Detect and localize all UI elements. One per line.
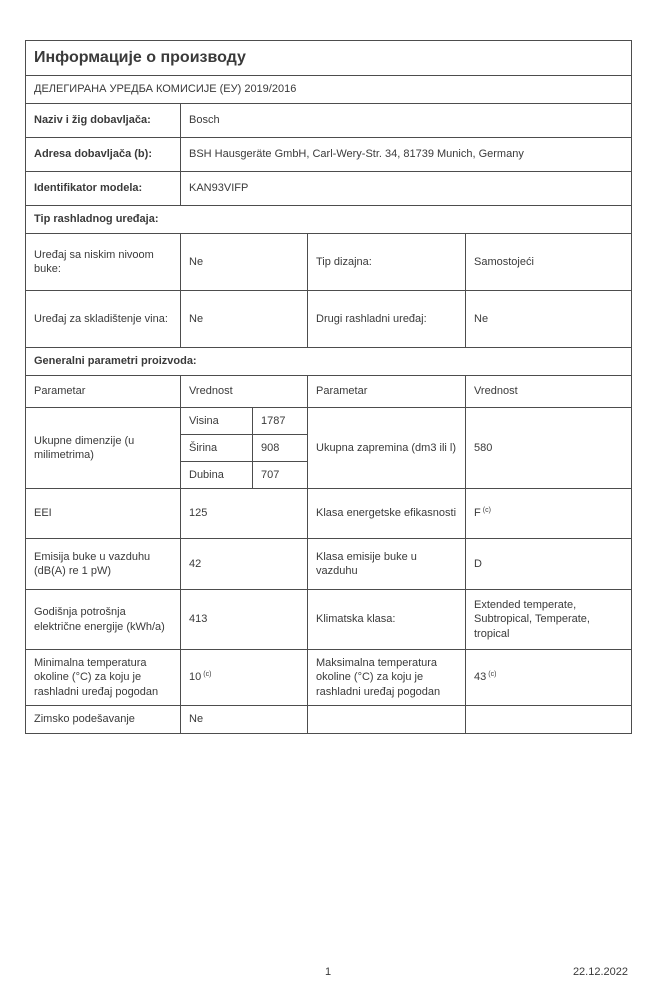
eei-value bbox=[181, 489, 308, 539]
dimension-depth-label: Dubina bbox=[181, 462, 253, 489]
min-temperature-label: Minimalna temperatura okoline (°C) za koju je rashladni uređaj pogodan bbox=[26, 650, 181, 706]
footnote-marker: (c) bbox=[488, 670, 497, 678]
table-row bbox=[26, 291, 632, 348]
other-appliance-label: Drugi rashladni uređaj: bbox=[308, 291, 466, 348]
other-appliance-value: Ne bbox=[466, 291, 632, 348]
design-type-label: Tip dizajna: bbox=[308, 234, 466, 291]
noise-class-value-text: D bbox=[474, 557, 482, 570]
winter-setting-value: Ne bbox=[181, 706, 308, 734]
table-row bbox=[26, 104, 632, 138]
table-row bbox=[26, 590, 632, 650]
climate-class-label: Klimatska klasa: bbox=[308, 590, 466, 650]
annual-energy-value bbox=[181, 590, 308, 650]
min-temperature-value-text: 10 bbox=[189, 671, 202, 684]
table-row bbox=[26, 408, 632, 435]
energy-class-value bbox=[466, 489, 632, 539]
noise-emission-value bbox=[181, 539, 308, 590]
dimension-width-value: 908 bbox=[253, 435, 308, 462]
dimension-width-label: Širina bbox=[181, 435, 253, 462]
footer-date: 22.12.2022 bbox=[572, 966, 628, 978]
col-header-value-2: Vrednost bbox=[466, 376, 632, 408]
supplier-name-label: Naziv i žig dobavljača: bbox=[26, 104, 181, 138]
noise-class-value bbox=[466, 539, 632, 590]
table-row bbox=[26, 234, 632, 291]
document-subtitle: ДЕЛЕГИРАНА УРЕДБА КОМИСИЈЕ (ЕУ) 2019/2016 bbox=[26, 76, 632, 104]
col-header-parameter-1: Parametar bbox=[26, 376, 181, 408]
winter-setting-label: Zimsko podešavanje bbox=[26, 706, 181, 734]
document-title: Информације о производу bbox=[26, 41, 632, 76]
page-number: 1 bbox=[324, 966, 332, 978]
model-id-label: Identifikator modela: bbox=[26, 172, 181, 206]
wine-storage-label: Uređaj za skladištenje vina: bbox=[26, 291, 181, 348]
noise-class-label: Klasa emisije buke u vazduhu bbox=[308, 539, 466, 590]
dimension-height-value: 1787 bbox=[253, 408, 308, 435]
annual-energy-label: Godišnja potrošnja električne energije (kWh/a) bbox=[26, 590, 181, 650]
table-row bbox=[26, 172, 632, 206]
supplier-name-value: Bosch bbox=[181, 104, 632, 138]
dimensions-label: Ukupne dimenzije (u milimetrima) bbox=[26, 408, 181, 489]
supplier-address-value: BSH Hausgeräte GmbH, Carl-Wery-Str. 34, 81739 Munich, Germany bbox=[181, 138, 632, 172]
empty-cell bbox=[466, 706, 632, 734]
dimension-height-label: Visina bbox=[181, 408, 253, 435]
max-temperature-label: Maksimalna temperatura okoline (°C) za koju je rashladni uređaj pogodan bbox=[308, 650, 466, 706]
volume-value: 580 bbox=[466, 408, 632, 489]
min-temperature-value bbox=[181, 650, 308, 706]
climate-class-value bbox=[466, 590, 632, 650]
table-row bbox=[26, 650, 632, 706]
table-row bbox=[26, 138, 632, 172]
annual-energy-value-text: 413 bbox=[189, 613, 208, 626]
empty-cell bbox=[308, 706, 466, 734]
max-temperature-value-text: 43 bbox=[474, 671, 487, 684]
table-row bbox=[26, 706, 632, 734]
footnote-marker: (c) bbox=[482, 506, 491, 514]
noise-emission-label: Emisija buke u vazduhu (dB(A) re 1 pW) bbox=[26, 539, 181, 590]
supplier-address-label: Adresa dobavljača (b): bbox=[26, 138, 181, 172]
section-header-type: Tip rashladnog uređaja: bbox=[26, 206, 632, 234]
section-header-general: Generalni parametri proizvoda: bbox=[26, 348, 632, 376]
col-header-parameter-2: Parametar bbox=[308, 376, 466, 408]
eei-value-text: 125 bbox=[189, 507, 208, 520]
low-noise-label: Uređaj sa niskim nivoom buke: bbox=[26, 234, 181, 291]
energy-class-label: Klasa energetske efikasnosti bbox=[308, 489, 466, 539]
col-header-value-1: Vrednost bbox=[181, 376, 308, 408]
eei-label: EEI bbox=[26, 489, 181, 539]
max-temperature-value bbox=[466, 650, 632, 706]
product-info-table bbox=[25, 40, 632, 734]
model-id-value: KAN93VIFP bbox=[181, 172, 632, 206]
climate-class-value-text: Extended temperate, Subtropical, Temperate, tropical bbox=[474, 599, 590, 640]
table-row bbox=[26, 489, 632, 539]
design-type-value: Samostojeći bbox=[466, 234, 632, 291]
wine-storage-value: Ne bbox=[181, 291, 308, 348]
footnote-marker: (c) bbox=[203, 670, 212, 678]
energy-class-value-text: F bbox=[474, 507, 481, 520]
dimension-depth-value: 707 bbox=[253, 462, 308, 489]
table-row bbox=[26, 539, 632, 590]
noise-emission-value-text: 42 bbox=[189, 557, 202, 570]
low-noise-value: Ne bbox=[181, 234, 308, 291]
volume-label: Ukupna zapremina (dm3 ili l) bbox=[308, 408, 466, 489]
table-header-row bbox=[26, 376, 632, 408]
